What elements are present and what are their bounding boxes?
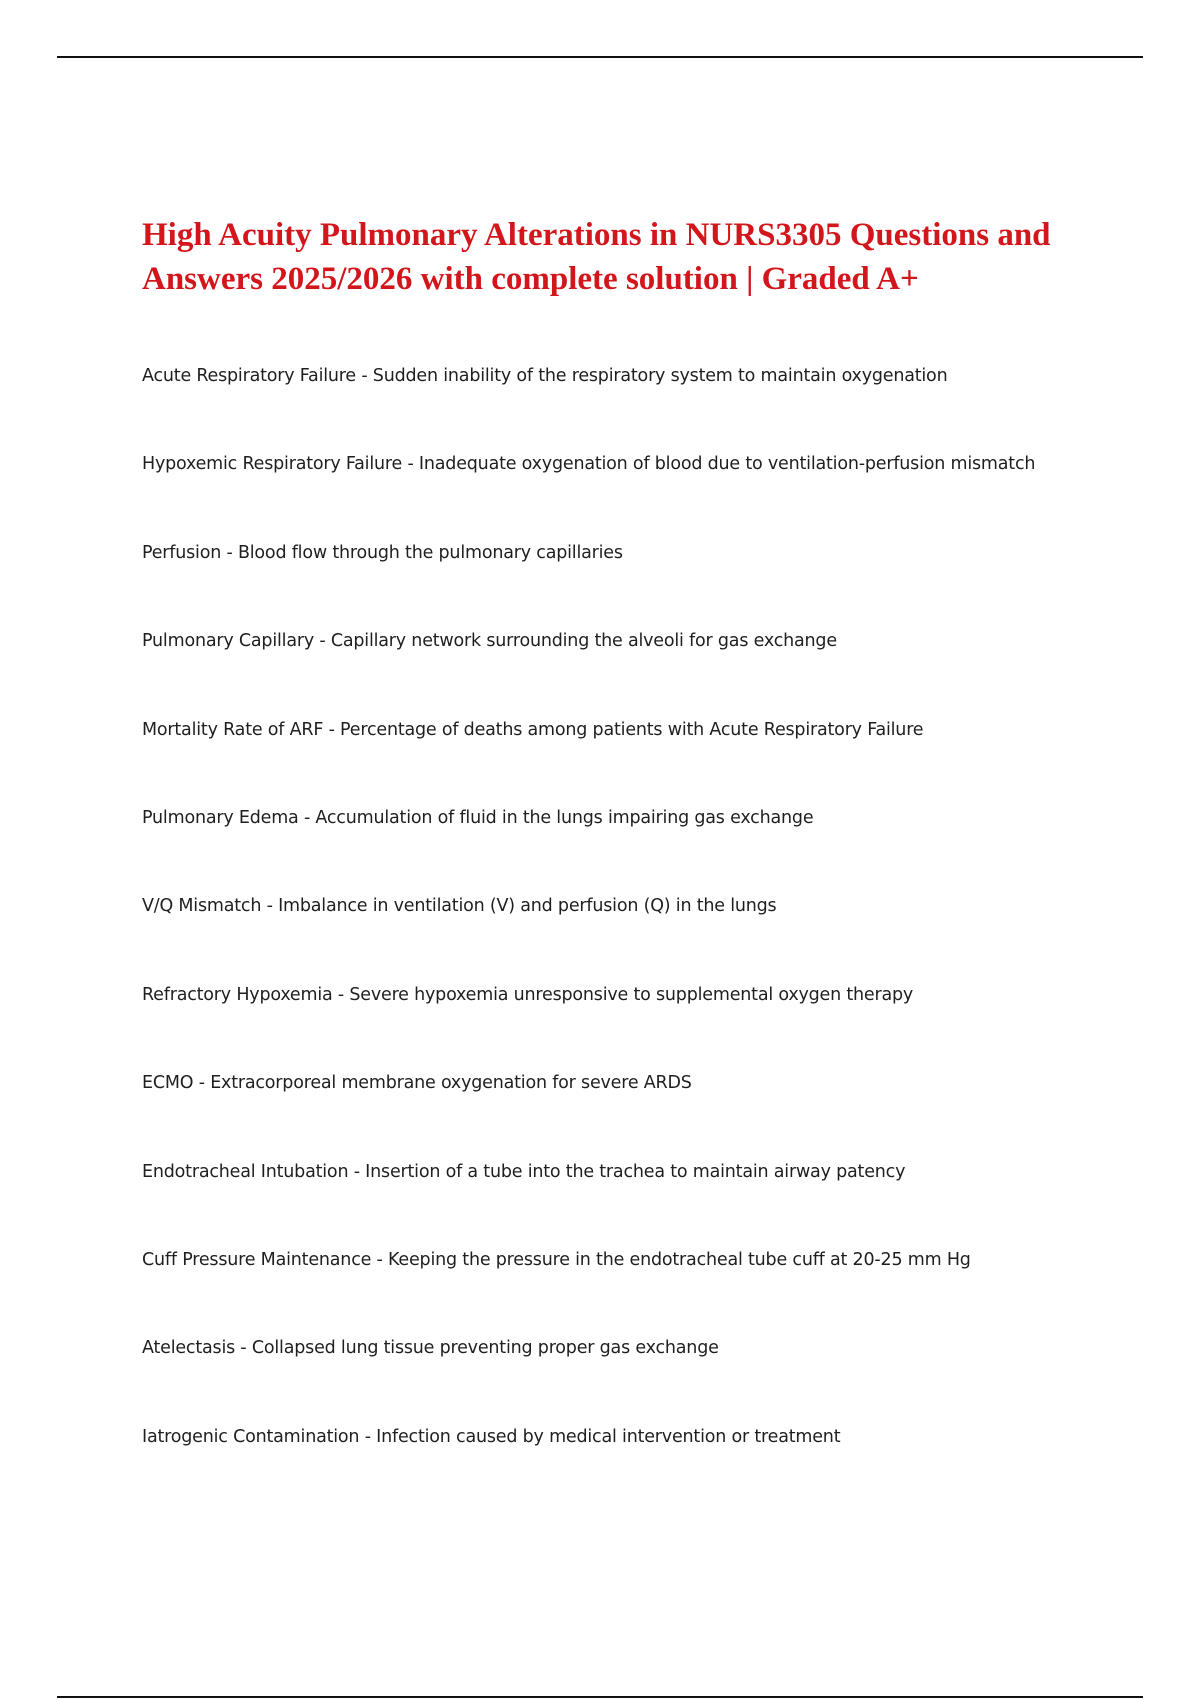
bottom-divider xyxy=(57,1696,1143,1698)
term-entry: Refractory Hypoxemia - Severe hypoxemia unresponsive to supplemental oxygen therapy xyxy=(142,984,914,1005)
term-entry: Endotracheal Intubation - Insertion of a tube into the trachea to maintain airway patency xyxy=(142,1161,906,1182)
term-entry: ECMO - Extracorporeal membrane oxygenation for severe ARDS xyxy=(142,1073,692,1094)
term-entry: Pulmonary Capillary - Capillary network surrounding the alveoli for gas exchange xyxy=(142,631,837,652)
top-divider xyxy=(57,56,1143,58)
term-entry: Cuff Pressure Maintenance - Keeping the pressure in the endotracheal tube cuff at 20-25 mm Hg xyxy=(142,1249,971,1270)
term-entry: V/Q Mismatch - Imbalance in ventilation (V) and perfusion (Q) in the lungs xyxy=(142,896,777,917)
term-entry: Acute Respiratory Failure - Sudden inability of the respiratory system to maintain oxygenation xyxy=(142,366,948,386)
document-title: High Acuity Pulmonary Alterations in NURS3305 Questions and Answers 2025/2026 with complete solution | Graded A+ xyxy=(142,217,1051,297)
term-entry: Perfusion - Blood flow through the pulmonary capillaries xyxy=(142,542,623,563)
term-entry: Hypoxemic Respiratory Failure - Inadequate oxygenation of blood due to ventilation-perfusion mismatch xyxy=(142,454,1036,475)
term-entry: Pulmonary Edema - Accumulation of fluid in the lungs impairing gas exchange xyxy=(142,807,814,828)
term-entry: Iatrogenic Contamination - Infection caused by medical intervention or treatment xyxy=(142,1426,841,1447)
term-entry: Mortality Rate of ARF - Percentage of deaths among patients with Acute Respiratory Failure xyxy=(142,719,924,740)
term-list xyxy=(142,362,1102,1511)
term-entry: Atelectasis - Collapsed lung tissue preventing proper gas exchange xyxy=(142,1338,719,1359)
